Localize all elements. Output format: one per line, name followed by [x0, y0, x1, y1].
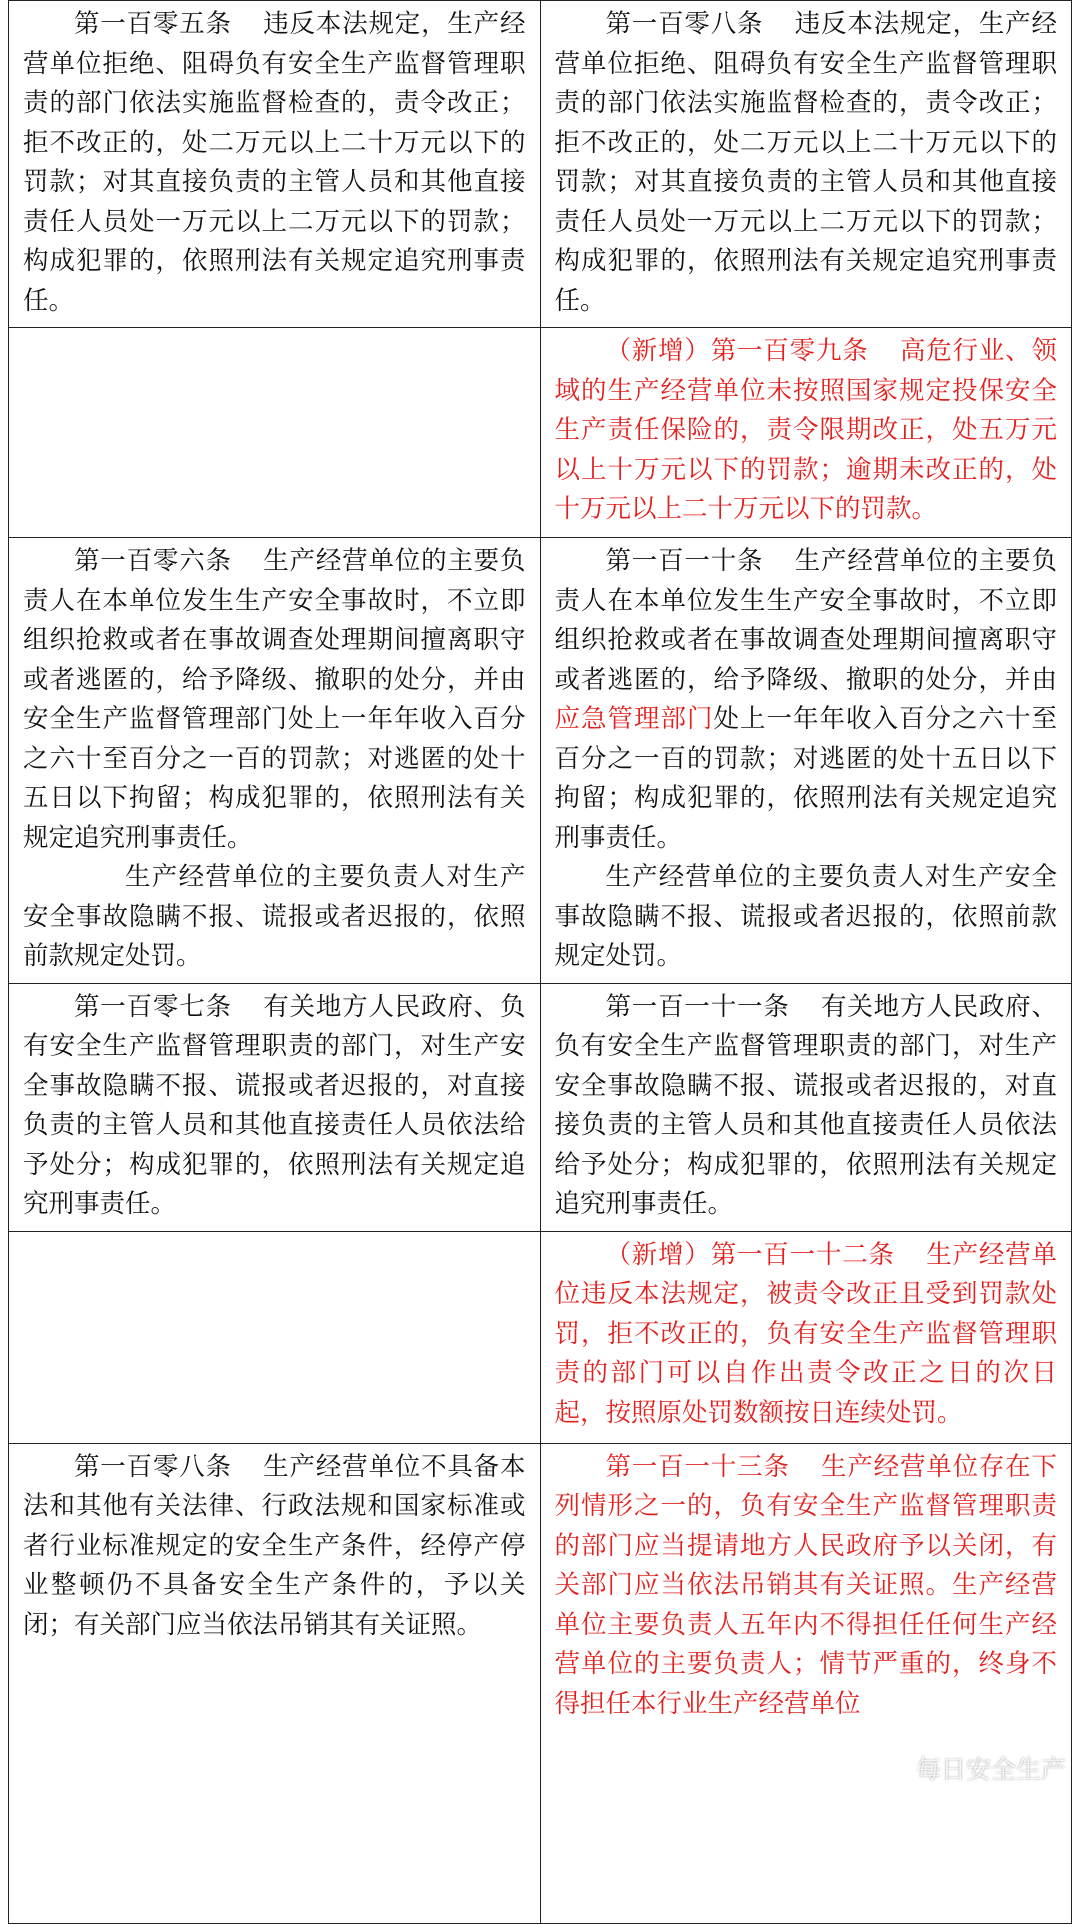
article-paragraph: 第一百一十一条 有关地方人民政府、负有安全生产监督管理职责的部门，对生产安全事故隐瞒不报、谎报或者迟报的，对直接负责的主管人员和其他直接责任人员依法给予处分；构成犯罪的，依照刑法有关规定追究刑事责任。 [554, 991, 1057, 1219]
article-paragraph: 第一百一十条 生产经营单位的主要负责人在本单位发生生产安全事故时，不立即组织抢救或者在事故调查处理期间擅离职守或者逃匿的，给予降级、撤职的处分，并由应急管理部门处上一年年收入百分之六十至百分之一百的罚款；对逃匿的处十五日以下拘留；构成犯罪的，依照刑法有关规定追究刑事责任。 [554, 546, 1057, 853]
changed-text: 应急管理部门 [554, 704, 714, 734]
table-row [9, 328, 1072, 538]
article-paragraph: 第一百零八条 生产经营单位不具备本法和其他有关法律、行政法规和国家标准或者行业标准规定的安全生产条件，经停产停业整顿仍不具备安全生产条件的，予以关闭；有关部门应当依法吊销其有关证照。 [23, 1451, 526, 1640]
new-law-cell [540, 1443, 1072, 1923]
old-law-cell [9, 1, 541, 328]
article-paragraph: 第一百零六条 生产经营单位的主要负责人在本单位发生生产安全事故时，不立即组织抢救或者在事故调查处理期间擅离职守或者逃匿的，给予降级、撤职的处分，并由安全生产监督管理部门处上一年年收入百分之六十至百分之一百的罚款；对逃匿的处十五日以下拘留；构成犯罪的，依照刑法有关规定追究刑事责任。 [23, 546, 526, 853]
comparison-table [8, 0, 1072, 1924]
old-law-cell [9, 983, 541, 1231]
new-article-paragraph: （新增）第一百一十二条 生产经营单位违反本法规定，被责令改正且受到罚款处罚，拒不改正的，负有安全生产监督管理职责的部门可以自作出责令改正之日的次日起，按照原处罚数额按日连续处罚。 [554, 1239, 1057, 1428]
article-paragraph: 第一百零五条 违反本法规定，生产经营单位拒绝、阻碍负有安全生产监督管理职责的部门依法实施监督检查的，责令改正；拒不改正的，处二万元以上二十万元以下的罚款；对其直接负责的主管人员和其他直接责任人员处一万元以上二万元以下的罚款；构成犯罪的，依照刑法有关规定追究刑事责任。 [23, 9, 526, 316]
changed-article-paragraph: 第一百一十三条 生产经营单位存在下列情形之一的，负有安全生产监督管理职责的部门应当提请地方人民政府予以关闭，有关部门应当依法吊销其有关证照。生产经营单位主要负责人五年内不得担任任何生产经营单位的主要负责人；情节严重的，终身不得担任本行业生产经营单位 [554, 1451, 1057, 1719]
article-paragraph: 第一百零七条 有关地方人民政府、负有安全生产监督管理职责的部门，对生产安全事故隐瞒不报、谎报或者迟报的，对直接负责的主管人员和其他直接责任人员依法给予处分；构成犯罪的，依照刑法有关规定追究刑事责任。 [23, 991, 526, 1219]
new-law-cell [540, 328, 1072, 538]
table-row [9, 538, 1072, 984]
old-law-cell [9, 538, 541, 984]
table-row [9, 983, 1072, 1231]
table-row [9, 1231, 1072, 1443]
new-law-cell [540, 538, 1072, 984]
table-row [9, 1443, 1072, 1923]
new-article-paragraph: （新增）第一百零九条 高危行业、领域的生产经营单位未按照国家规定投保安全生产责任保险的，责令限期改正，处五万元以上十万元以下的罚款；逾期未改正的，处十万元以上二十万元以下的罚款。 [554, 336, 1057, 524]
table-row [9, 1, 1072, 328]
old-law-cell-empty [9, 1231, 541, 1443]
old-law-cell-empty [9, 328, 541, 538]
article-paragraph: 第一百零八条 违反本法规定，生产经营单位拒绝、阻碍负有安全生产监督管理职责的部门依法实施监督检查的，责令改正；拒不改正的，处二万元以上二十万元以下的罚款；对其直接负责的主管人员和其他直接责任人员处一万元以上二万元以下的罚款；构成犯罪的，依照刑法有关规定追究刑事责任。 [554, 9, 1057, 316]
watermark-text: 每日安全生产 [915, 1755, 1066, 1784]
old-law-cell [9, 1443, 541, 1923]
new-law-cell [540, 1231, 1072, 1443]
new-law-cell [540, 1, 1072, 328]
new-law-cell [540, 983, 1072, 1231]
watermark [880, 1750, 1066, 1786]
wechat-icon [880, 1756, 910, 1780]
article-paragraph: 生产经营单位的主要负责人对生产安全事故隐瞒不报、谎报或者迟报的，依照前款规定处罚。 [554, 862, 1057, 971]
article-paragraph: 生产经营单位的主要负责人对生产安全事故隐瞒不报、谎报或者迟报的，依照前款规定处罚。 [23, 862, 526, 971]
